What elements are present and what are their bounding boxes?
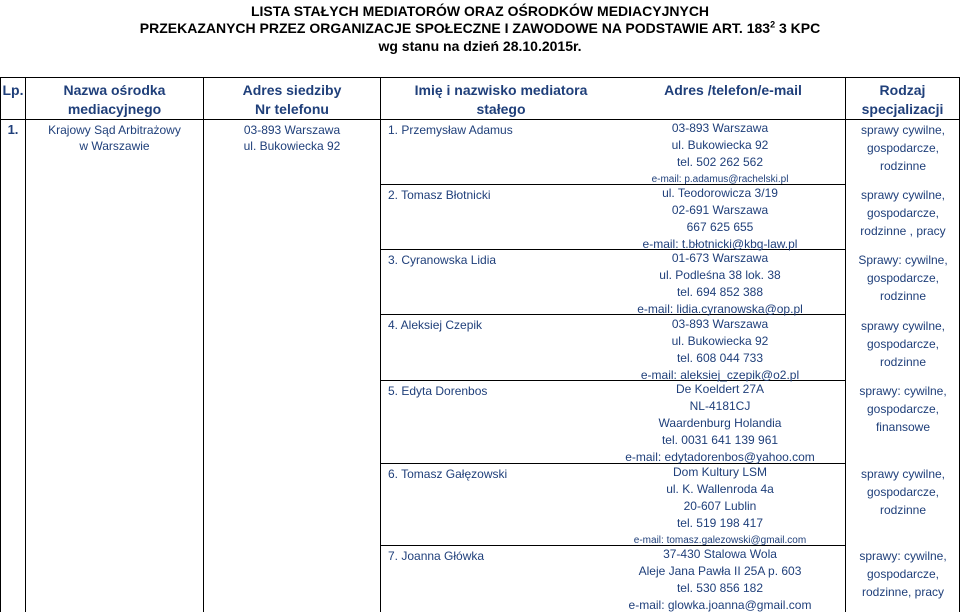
header-mediator-line1: Imię i nazwisko mediatora bbox=[414, 82, 588, 98]
table-left-border bbox=[0, 77, 1, 612]
address-line: ul. Podleśna 38 lok. 38 bbox=[659, 268, 781, 282]
address-line: ul. Bukowiecka 92 bbox=[671, 138, 769, 152]
center-name bbox=[26, 122, 203, 154]
mediator-specialization bbox=[848, 251, 958, 305]
header-center-name bbox=[26, 81, 203, 119]
spec-line: gospodarcze, bbox=[866, 567, 940, 581]
mediator-name: 6. Tomasz Gałęzowski bbox=[388, 467, 508, 481]
header-mediator-line2: stałego bbox=[476, 101, 526, 117]
mediator-specialization bbox=[848, 547, 958, 601]
header-mediator bbox=[381, 81, 621, 119]
spec-line: rodzinne bbox=[879, 503, 927, 517]
address-line: 20-607 Lublin bbox=[683, 499, 757, 513]
address-line: Waardenburg Holandia bbox=[658, 416, 782, 430]
address-line: Aleje Jana Pawła II 25A p. 603 bbox=[638, 564, 802, 578]
address-line: 03-893 Warszawa bbox=[671, 317, 769, 331]
email-line: e-mail: tomasz.galezowski@gmail.com bbox=[633, 535, 807, 546]
address-line: 02-691 Warszawa bbox=[671, 203, 769, 217]
mediator-name: 3. Cyranowska Lidia bbox=[388, 253, 497, 267]
phone-line: tel. 0031 641 139 961 bbox=[661, 433, 779, 447]
spec-line: gospodarcze, bbox=[866, 271, 940, 285]
phone-line: tel. 694 852 388 bbox=[676, 285, 764, 299]
spec-line: gospodarcze, bbox=[866, 402, 940, 416]
document-date: wg stanu na dzień 28.10.2015r. bbox=[378, 38, 582, 54]
phone-line: tel. 530 856 182 bbox=[676, 581, 764, 595]
spec-line: rodzinne , pracy bbox=[860, 224, 946, 238]
header-center-name-line2: mediacyjnego bbox=[67, 101, 162, 117]
subtitle-text: PRZEKAZANYCH PRZEZ ORGANIZACJE SPOŁECZNE I ZAWODOWE NA PODSTAWIE ART. 183 bbox=[139, 20, 771, 36]
column-divider bbox=[845, 77, 846, 612]
spec-line: rodzinne bbox=[879, 159, 927, 173]
mediator-contact bbox=[595, 546, 845, 614]
spec-line: sprawy cywilne, bbox=[860, 319, 946, 333]
document-subtitle bbox=[0, 20, 960, 36]
header-seat-line2: Nr telefonu bbox=[255, 101, 329, 117]
spec-line: gospodarcze, bbox=[866, 485, 940, 499]
mediator-name: 2. Tomasz Błotnicki bbox=[388, 188, 491, 202]
header-spec-line2: specjalizacji bbox=[861, 101, 944, 117]
table-top-border bbox=[0, 77, 960, 78]
center-seat-address bbox=[204, 122, 380, 154]
mediator-contact bbox=[595, 381, 845, 466]
header-spec-line1: Rodzaj bbox=[879, 82, 926, 98]
email-line: e-mail: p.adamus@rachelski.pl bbox=[651, 174, 789, 185]
mediator-contact bbox=[595, 316, 845, 384]
address-line: Dom Kultury LSM bbox=[672, 465, 768, 479]
address-line: ul. Bukowiecka 92 bbox=[671, 334, 769, 348]
header-contact: Adres /telefon/e-mail bbox=[664, 82, 802, 98]
mediator-name: 4. Aleksiej Czepik bbox=[388, 318, 483, 332]
spec-line: gospodarcze, bbox=[866, 337, 940, 351]
mediator-specialization bbox=[848, 121, 958, 175]
mediator-specialization bbox=[848, 465, 958, 519]
mediator-name: 7. Joanna Główka bbox=[388, 549, 485, 563]
phone-line: tel. 519 198 417 bbox=[676, 516, 764, 530]
address-line: NL-4181CJ bbox=[689, 399, 751, 413]
email-line: e-mail: glowka.joanna@gmail.com bbox=[628, 598, 812, 612]
document-title: LISTA STAŁYCH MEDIATORÓW ORAZ OŚRODKÓW MEDIACYJNYCH bbox=[250, 3, 710, 19]
header-specialization bbox=[846, 81, 959, 119]
address-line: 03-893 Warszawa bbox=[671, 121, 769, 135]
center-name-line2: w Warszawie bbox=[79, 139, 150, 153]
phone-line: tel. 608 044 733 bbox=[676, 351, 764, 365]
column-divider bbox=[203, 77, 204, 612]
mediator-contact bbox=[595, 464, 845, 549]
spec-line: gospodarcze, bbox=[866, 141, 940, 155]
email-line: e-mail: lidia.cyranowska@op.pl bbox=[637, 302, 803, 316]
spec-line: sprawy cywilne, bbox=[860, 123, 946, 137]
spec-line: sprawy cywilne, bbox=[860, 188, 946, 202]
center-seat-line2: ul. Bukowiecka 92 bbox=[243, 139, 341, 153]
email-line: e-mail: aleksiej_czepik@o2.pl bbox=[640, 368, 800, 382]
mediator-contact bbox=[595, 120, 845, 188]
spec-line: rodzinne bbox=[879, 355, 927, 369]
column-divider bbox=[25, 77, 26, 612]
row-number: 1. bbox=[7, 122, 19, 137]
address-line: ul. Teodorowicza 3/19 bbox=[662, 186, 778, 200]
mediator-specialization bbox=[848, 382, 958, 436]
header-seat bbox=[204, 81, 380, 119]
email-line: e-mail: t.błotnicki@kbg-law.pl bbox=[642, 237, 798, 251]
header-center-name-line1: Nazwa ośrodka bbox=[63, 82, 166, 98]
header-seat-line1: Adres siedziby bbox=[242, 82, 342, 98]
address-line: ul. K. Wallenroda 4a bbox=[666, 482, 774, 496]
subtitle-text-end: 3 KPC bbox=[775, 20, 821, 36]
spec-line: gospodarcze, bbox=[866, 206, 940, 220]
center-seat-line1: 03-893 Warszawa bbox=[243, 123, 341, 137]
address-line: 01-673 Warszawa bbox=[671, 251, 769, 265]
header-lp: Lp. bbox=[2, 82, 24, 98]
address-line: 37-430 Stalowa Wola bbox=[663, 547, 777, 561]
phone-line: tel. 502 262 562 bbox=[676, 155, 764, 169]
spec-line: sprawy: cywilne, bbox=[859, 384, 947, 398]
mediator-contact bbox=[595, 185, 845, 253]
spec-line: sprawy cywilne, bbox=[860, 467, 946, 481]
mediator-contact bbox=[595, 250, 845, 318]
mediator-name: 5. Edyta Dorenbos bbox=[388, 384, 488, 398]
phone-line: 667 625 655 bbox=[686, 220, 754, 234]
mediator-specialization bbox=[848, 186, 958, 240]
article-superscript: 2 bbox=[770, 19, 776, 30]
spec-line: rodzinne bbox=[879, 289, 927, 303]
center-name-line1: Krajowy Sąd Arbitrażowy bbox=[48, 123, 181, 137]
spec-line: sprawy: cywilne, bbox=[859, 549, 947, 563]
spec-line: rodzinne, pracy bbox=[861, 585, 945, 599]
spec-line: Sprawy: cywilne, bbox=[858, 253, 948, 267]
mediator-name: 1. Przemysław Adamus bbox=[388, 123, 513, 137]
email-line: e-mail: edytadorenbos@yahoo.com bbox=[625, 450, 815, 464]
column-divider bbox=[380, 77, 381, 612]
spec-line: finansowe bbox=[875, 420, 931, 434]
mediator-specialization bbox=[848, 317, 958, 371]
address-line: De Koeldert 27A bbox=[675, 382, 765, 396]
